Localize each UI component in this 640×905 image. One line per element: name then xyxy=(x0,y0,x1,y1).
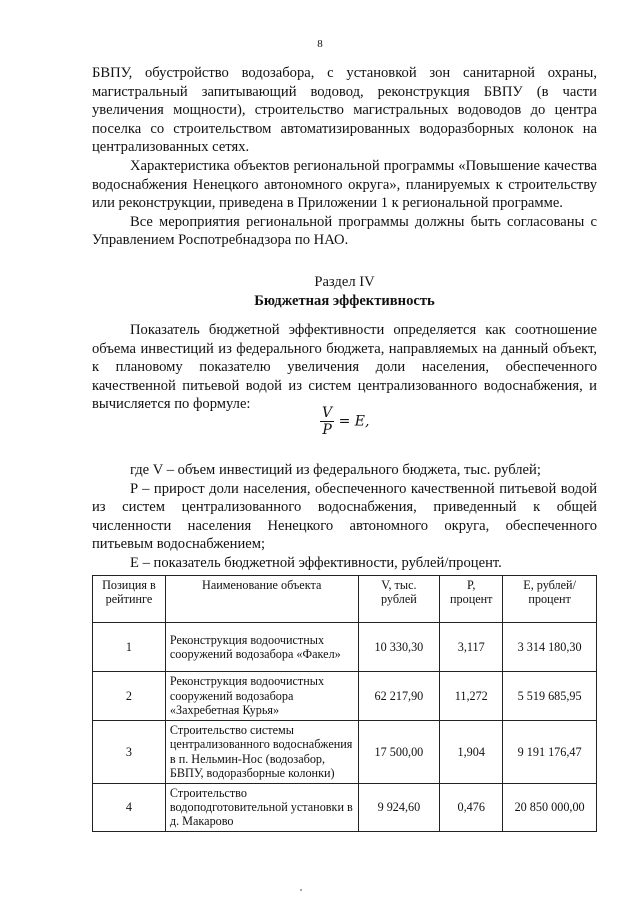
scan-speck xyxy=(300,889,302,891)
cell-e: 20 850 000,00 xyxy=(503,783,597,831)
cell-position: 3 xyxy=(93,721,166,784)
cell-p: 11,272 xyxy=(440,672,503,721)
cell-e: 9 191 176,47 xyxy=(503,721,597,784)
formula-rhs: = E, xyxy=(338,413,370,430)
cell-v: 10 330,30 xyxy=(358,623,440,672)
cell-p: 0,476 xyxy=(440,783,503,831)
cell-p: 3,117 xyxy=(440,623,503,672)
definitions-block xyxy=(92,461,597,573)
section-heading xyxy=(92,273,597,310)
table-row xyxy=(93,672,597,721)
cell-position: 4 xyxy=(93,783,166,831)
efficiency-table xyxy=(92,575,597,832)
header-v: V, тыс. рублей xyxy=(358,576,440,623)
cell-object-name: Реконструкция водоочистных сооружений водозабора «Захребетная Курья» xyxy=(165,672,358,721)
header-p: P, процент xyxy=(440,576,503,623)
table-row xyxy=(93,783,597,831)
cell-v: 9 924,60 xyxy=(358,783,440,831)
cell-v: 17 500,00 xyxy=(358,721,440,784)
formula xyxy=(320,405,369,438)
formula-fraction xyxy=(320,405,334,438)
cell-position: 1 xyxy=(93,623,166,672)
paragraph-program-characteristics: Характеристика объектов региональной программы «Повышение качества водоснабжения Ненецкого автономного округа», планируемых к строительству или реконструкции, приведена в Приложении 1 к региональной программе. xyxy=(92,157,597,212)
paragraph-agreement: Все мероприятия региональной программы должны быть согласованы с Управлением Роспотребнадзора по НАО. xyxy=(92,213,597,249)
intro-text-block xyxy=(92,64,597,250)
table-row xyxy=(93,623,597,672)
cell-object-name: Строительство системы централизованного водоснабжения в п. Нельмин-Нос (водозабор, БВПУ, водоразборные колонки) xyxy=(165,721,358,784)
cell-position: 2 xyxy=(93,672,166,721)
page-number: 8 xyxy=(317,38,323,50)
budget-text-block xyxy=(92,321,597,414)
formula-numerator: V xyxy=(322,405,333,421)
cell-v: 62 217,90 xyxy=(358,672,440,721)
paragraph-continuation: БВПУ, обустройство водозабора, с установкой зон санитарной охраны, магистральный запитывающий водовод, реконструкция БВПУ (в части увеличения мощности), строительство магистральных водоводов до центра поселка со строительством автоматизированных водоразборных колонок на централизованных сетях. xyxy=(92,65,597,156)
cell-e: 3 314 180,30 xyxy=(503,623,597,672)
cell-p: 1,904 xyxy=(440,721,503,784)
definition-v: где V – объем инвестиций из федерального бюджета, тыс. рублей; xyxy=(130,462,541,478)
paragraph-budget-definition: Показатель бюджетной эффективности определяется как соотношение объема инвестиций из федерального бюджета, направляемых на данный объект, к плановому показателю увеличения доли населения, обеспеченного качественной питьевой водой из систем централизованного водоснабжения, и вычисляется по формуле: xyxy=(92,322,597,413)
header-object-name: Наименование объекта xyxy=(165,576,358,623)
formula-denominator: P xyxy=(322,422,332,438)
table-header-row xyxy=(93,576,597,623)
header-position: Позиция в рейтинге xyxy=(93,576,166,623)
definition-p: P – прирост доли населения, обеспеченного качественной питьевой водой из систем централизованного водоснабжения, приведенный к общей численности населения Ненецкого автономного округа, обеспеченного питьевым водоснабжением; xyxy=(92,480,597,553)
header-e: E, рублей/ процент xyxy=(503,576,597,623)
cell-e: 5 519 685,95 xyxy=(503,672,597,721)
cell-object-name: Реконструкция водоочистных сооружений водозабора «Факел» xyxy=(165,623,358,672)
section-title: Бюджетная эффективность xyxy=(254,292,435,309)
section-number: Раздел IV xyxy=(314,274,375,290)
cell-object-name: Строительство водоподготовительной установки в д. Макарово xyxy=(165,783,358,831)
table-row xyxy=(93,721,597,784)
definition-e: E – показатель бюджетной эффективности, рублей/процент. xyxy=(130,554,502,571)
